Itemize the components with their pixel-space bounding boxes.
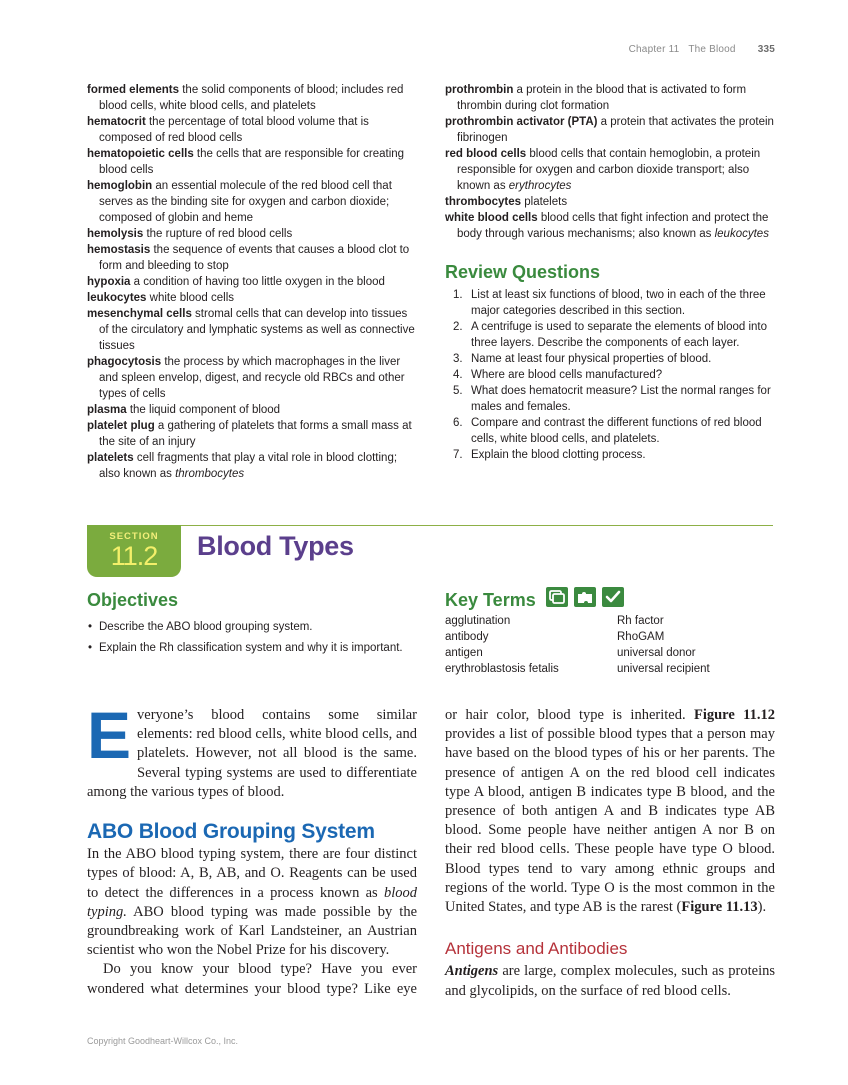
glossary-term: plasma <box>87 404 127 416</box>
copyright-footer: Copyright Goodheart-Willcox Co., Inc. <box>87 1036 239 1046</box>
glossary-synonym: leukocytes <box>714 228 769 240</box>
running-head <box>560 44 775 55</box>
glossary-definition: a gathering of platelets that forms a small mass at the site of an injury <box>99 420 412 448</box>
chapter-label: Chapter 11 <box>628 44 680 55</box>
review-question <box>445 367 775 383</box>
review-question <box>445 287 775 319</box>
key-term: Rh factor <box>617 615 664 627</box>
glossary-term: red blood cells <box>445 148 527 160</box>
question-text: Explain the blood clotting process. <box>471 449 646 461</box>
figure-reference[interactable]: Figure 11.13 <box>681 899 758 916</box>
chapter-title: The Blood <box>688 44 736 55</box>
section-label: SECTION <box>109 531 159 542</box>
body-text: are large, complex molecules, such as proteins and glycolipids, on the surface of red blood cells. <box>445 963 775 999</box>
question-text: Where are blood cells manufactured? <box>471 369 663 381</box>
glossary-entry <box>87 82 419 114</box>
section-divider <box>181 525 773 526</box>
glossary-entry <box>87 418 419 450</box>
glossary-term: platelets <box>87 452 134 464</box>
page-number: 335 <box>757 44 775 55</box>
glossary-term: hemostasis <box>87 244 151 256</box>
objectives <box>87 590 407 661</box>
glossary-definition: white blood cells <box>146 292 235 304</box>
question-text: What does hematocrit measure? List the normal ranges for males and females. <box>471 385 771 413</box>
glossary-definition: an essential molecule of the red blood cell that serves as the binding site for oxygen and carbon dioxide; composed of globin and heme <box>99 180 392 224</box>
glossary-definition: a protein that activates the protein fibrinogen <box>457 116 774 144</box>
review-question <box>445 415 775 447</box>
glossary-entry <box>87 402 419 418</box>
intro-text: veryone’s blood contains some similar elements: red blood cells, white blood cells, and platelets. However, not all blood is the same. Several typing systems are used to differentiate among the various types of blood. <box>87 707 417 800</box>
antigens-term: Antigens <box>445 963 499 980</box>
glossary-definition: the process by which macrophages in the liver and spleen envelop, digest, and recycle old RBCs and other types of cells <box>99 356 405 400</box>
key-terms <box>445 586 775 677</box>
key-terms-header <box>445 586 775 611</box>
puzzle-icon[interactable] <box>574 587 596 607</box>
glossary-entry <box>445 114 775 146</box>
key-terms-tools <box>546 587 624 607</box>
key-term: antigen <box>445 647 483 659</box>
glossary-term: hemoglobin <box>87 180 153 192</box>
glossary-term: hematocrit <box>87 116 146 128</box>
glossary-definition: platelets <box>521 196 568 208</box>
glossary-term: phagocytosis <box>87 356 162 368</box>
key-term: universal donor <box>617 647 696 659</box>
right-top-column <box>445 82 775 463</box>
glossary-entry <box>87 242 419 274</box>
review-question <box>445 319 775 351</box>
question-text: Name at least four physical properties of blood. <box>471 353 712 365</box>
abo-text: ABO blood typing was made possible by the groundbreaking work of Karl Landsteiner, an Austrian scientist who won the Nobel Prize for his discovery. <box>87 903 417 959</box>
glossary-definition: stromal cells that can develop into tissues of the circulatory and lymphatic systems as well as connective tissues <box>99 308 415 352</box>
intro-paragraph <box>87 698 417 802</box>
glossary-right <box>445 82 775 242</box>
body-text: provides a list of possible blood types that a person may have based on the blood types of his or her parents. The presence of antigen A on the red blood cell indicates type A blood, antigen B indicates type B blood, and the presence of both antigen A and B indicates type AB blood. Some people have neither antigen A nor B on their red blood cells. These people have type O blood. Blood types tend to vary among ethnic groups and regions of the world. Type O is the most common in the United States, and type AB is the rarest ( <box>445 726 775 916</box>
key-term: universal recipient <box>617 663 710 675</box>
glossary-definition: a condition of having too little oxygen in the blood <box>130 276 385 288</box>
glossary-definition: the liquid component of blood <box>126 404 281 416</box>
section-badge <box>87 525 181 577</box>
question-text: List at least six functions of blood, two in each of the three major categories described in this section. <box>471 289 766 317</box>
glossary-entry <box>87 450 419 482</box>
flashcards-icon[interactable] <box>546 587 568 607</box>
key-terms-heading: Key Terms <box>445 590 536 610</box>
antigens-paragraph <box>445 962 775 1000</box>
objectives-heading: Objectives <box>87 590 179 610</box>
glossary-synonym: thrombocytes <box>175 468 245 480</box>
section-title: Blood Types <box>197 531 354 561</box>
glossary-entry <box>87 178 419 226</box>
review-question <box>445 351 775 367</box>
glossary-entry <box>445 82 775 114</box>
glossary-term: thrombocytes <box>445 196 522 208</box>
glossary-definition: the cells that are responsible for creating blood cells <box>99 148 405 176</box>
key-term: erythroblastosis fetalis <box>445 663 559 675</box>
glossary-entry <box>445 194 775 210</box>
glossary-definition: the percentage of total blood volume that is composed of red blood cells <box>99 116 369 144</box>
antigens-heading-text: Antigens and Antibodies <box>445 939 628 959</box>
glossary-entry <box>87 354 419 402</box>
abo-italic-term: blood typing. <box>87 884 417 920</box>
body-text: ). <box>757 899 767 916</box>
question-text: A centrifuge is used to separate the elements of blood into three layers. Describe the components of each layer. <box>471 321 767 349</box>
question-number: 7. <box>453 449 463 461</box>
glossary-term: prothrombin <box>445 84 514 96</box>
glossary-term: hematopoietic cells <box>87 148 194 160</box>
body-text: or hair color, blood type is inherited. <box>445 707 694 723</box>
key-term: antibody <box>445 631 489 643</box>
glossary-synonym: erythrocytes <box>508 180 572 192</box>
glossary-left <box>87 82 419 482</box>
glossary-term: hypoxia <box>87 276 131 288</box>
antigens-heading <box>445 939 775 958</box>
glossary-entry <box>87 290 419 306</box>
glossary-definition: the solid components of blood; includes red blood cells, white blood cells, and platelets <box>99 84 404 112</box>
abo-heading: ABO Blood Grouping System <box>87 820 375 844</box>
glossary-entry <box>87 226 419 242</box>
key-term: agglutination <box>445 615 511 627</box>
body-left-column <box>87 698 417 999</box>
question-text: Compare and contrast the different functions of red blood cells, white blood cells, and platelets. <box>471 417 762 445</box>
glossary-definition: the rupture of red blood cells <box>143 228 293 240</box>
glossary-term: prothrombin activator (PTA) <box>445 116 598 128</box>
key-terms-grid <box>445 613 775 677</box>
glossary-term: hemolysis <box>87 228 144 240</box>
glossary-term: formed elements <box>87 84 180 96</box>
abo-text: In the ABO blood typing system, there are four distinct types of blood: A, B, AB, and O. Reagents can be used to detect the differences in a process known as <box>87 846 417 901</box>
key-term: RhoGAM <box>617 631 665 643</box>
objective-item: • Describe the ABO blood grouping system. <box>87 619 407 635</box>
question-number: 4. <box>453 369 463 381</box>
section-number: 11.2 <box>110 541 158 571</box>
review-questions-heading: Review Questions <box>445 262 601 282</box>
glossary-term: leukocytes <box>87 292 147 304</box>
question-number: 5. <box>453 385 463 397</box>
checkmark-icon[interactable] <box>602 587 624 607</box>
glossary-entry <box>87 274 419 290</box>
glossary-definition: blood cells that fight infection and protect the body through various mechanisms; also known as <box>457 212 769 240</box>
glossary-definition: the sequence of events that causes a blood clot to form and bleeding to stop <box>99 244 410 272</box>
abo-paragraph-2: Do you know your blood type? Have you ever wondered what determines your blood type? Like eye <box>87 961 417 997</box>
glossary-entry <box>445 210 775 242</box>
question-number: 1. <box>453 289 463 301</box>
glossary-entry <box>445 146 775 194</box>
question-number: 2. <box>453 321 463 333</box>
abo-paragraph-1 <box>87 845 417 960</box>
objective-item: • Explain the Rh classification system and why it is important. <box>87 640 407 656</box>
glossary-entry <box>87 114 419 146</box>
figure-reference[interactable]: Figure 11.12 <box>693 707 775 723</box>
body-right-column <box>445 706 775 1001</box>
glossary-term: white blood cells <box>445 212 538 224</box>
glossary-entry <box>87 146 419 178</box>
glossary-definition: blood cells that contain hemoglobin, a protein responsible for oxygen and carbon dioxide transport; also known as <box>457 148 761 192</box>
review-question <box>445 383 775 415</box>
glossary-definition: a protein in the blood that is activated to form thrombin during clot formation <box>457 84 747 112</box>
review-questions-list <box>445 287 775 463</box>
glossary-entry <box>87 306 419 354</box>
review-question <box>445 447 775 463</box>
objectives-list <box>87 619 407 656</box>
glossary-term: platelet plug <box>87 420 155 432</box>
drop-cap: E <box>87 698 132 772</box>
question-number: 6. <box>453 417 463 429</box>
glossary-term: mesenchymal cells <box>87 308 192 320</box>
question-number: 3. <box>453 353 463 365</box>
inheritance-paragraph <box>445 706 775 917</box>
glossary-definition: cell fragments that play a vital role in blood clotting; also known as <box>99 452 398 480</box>
